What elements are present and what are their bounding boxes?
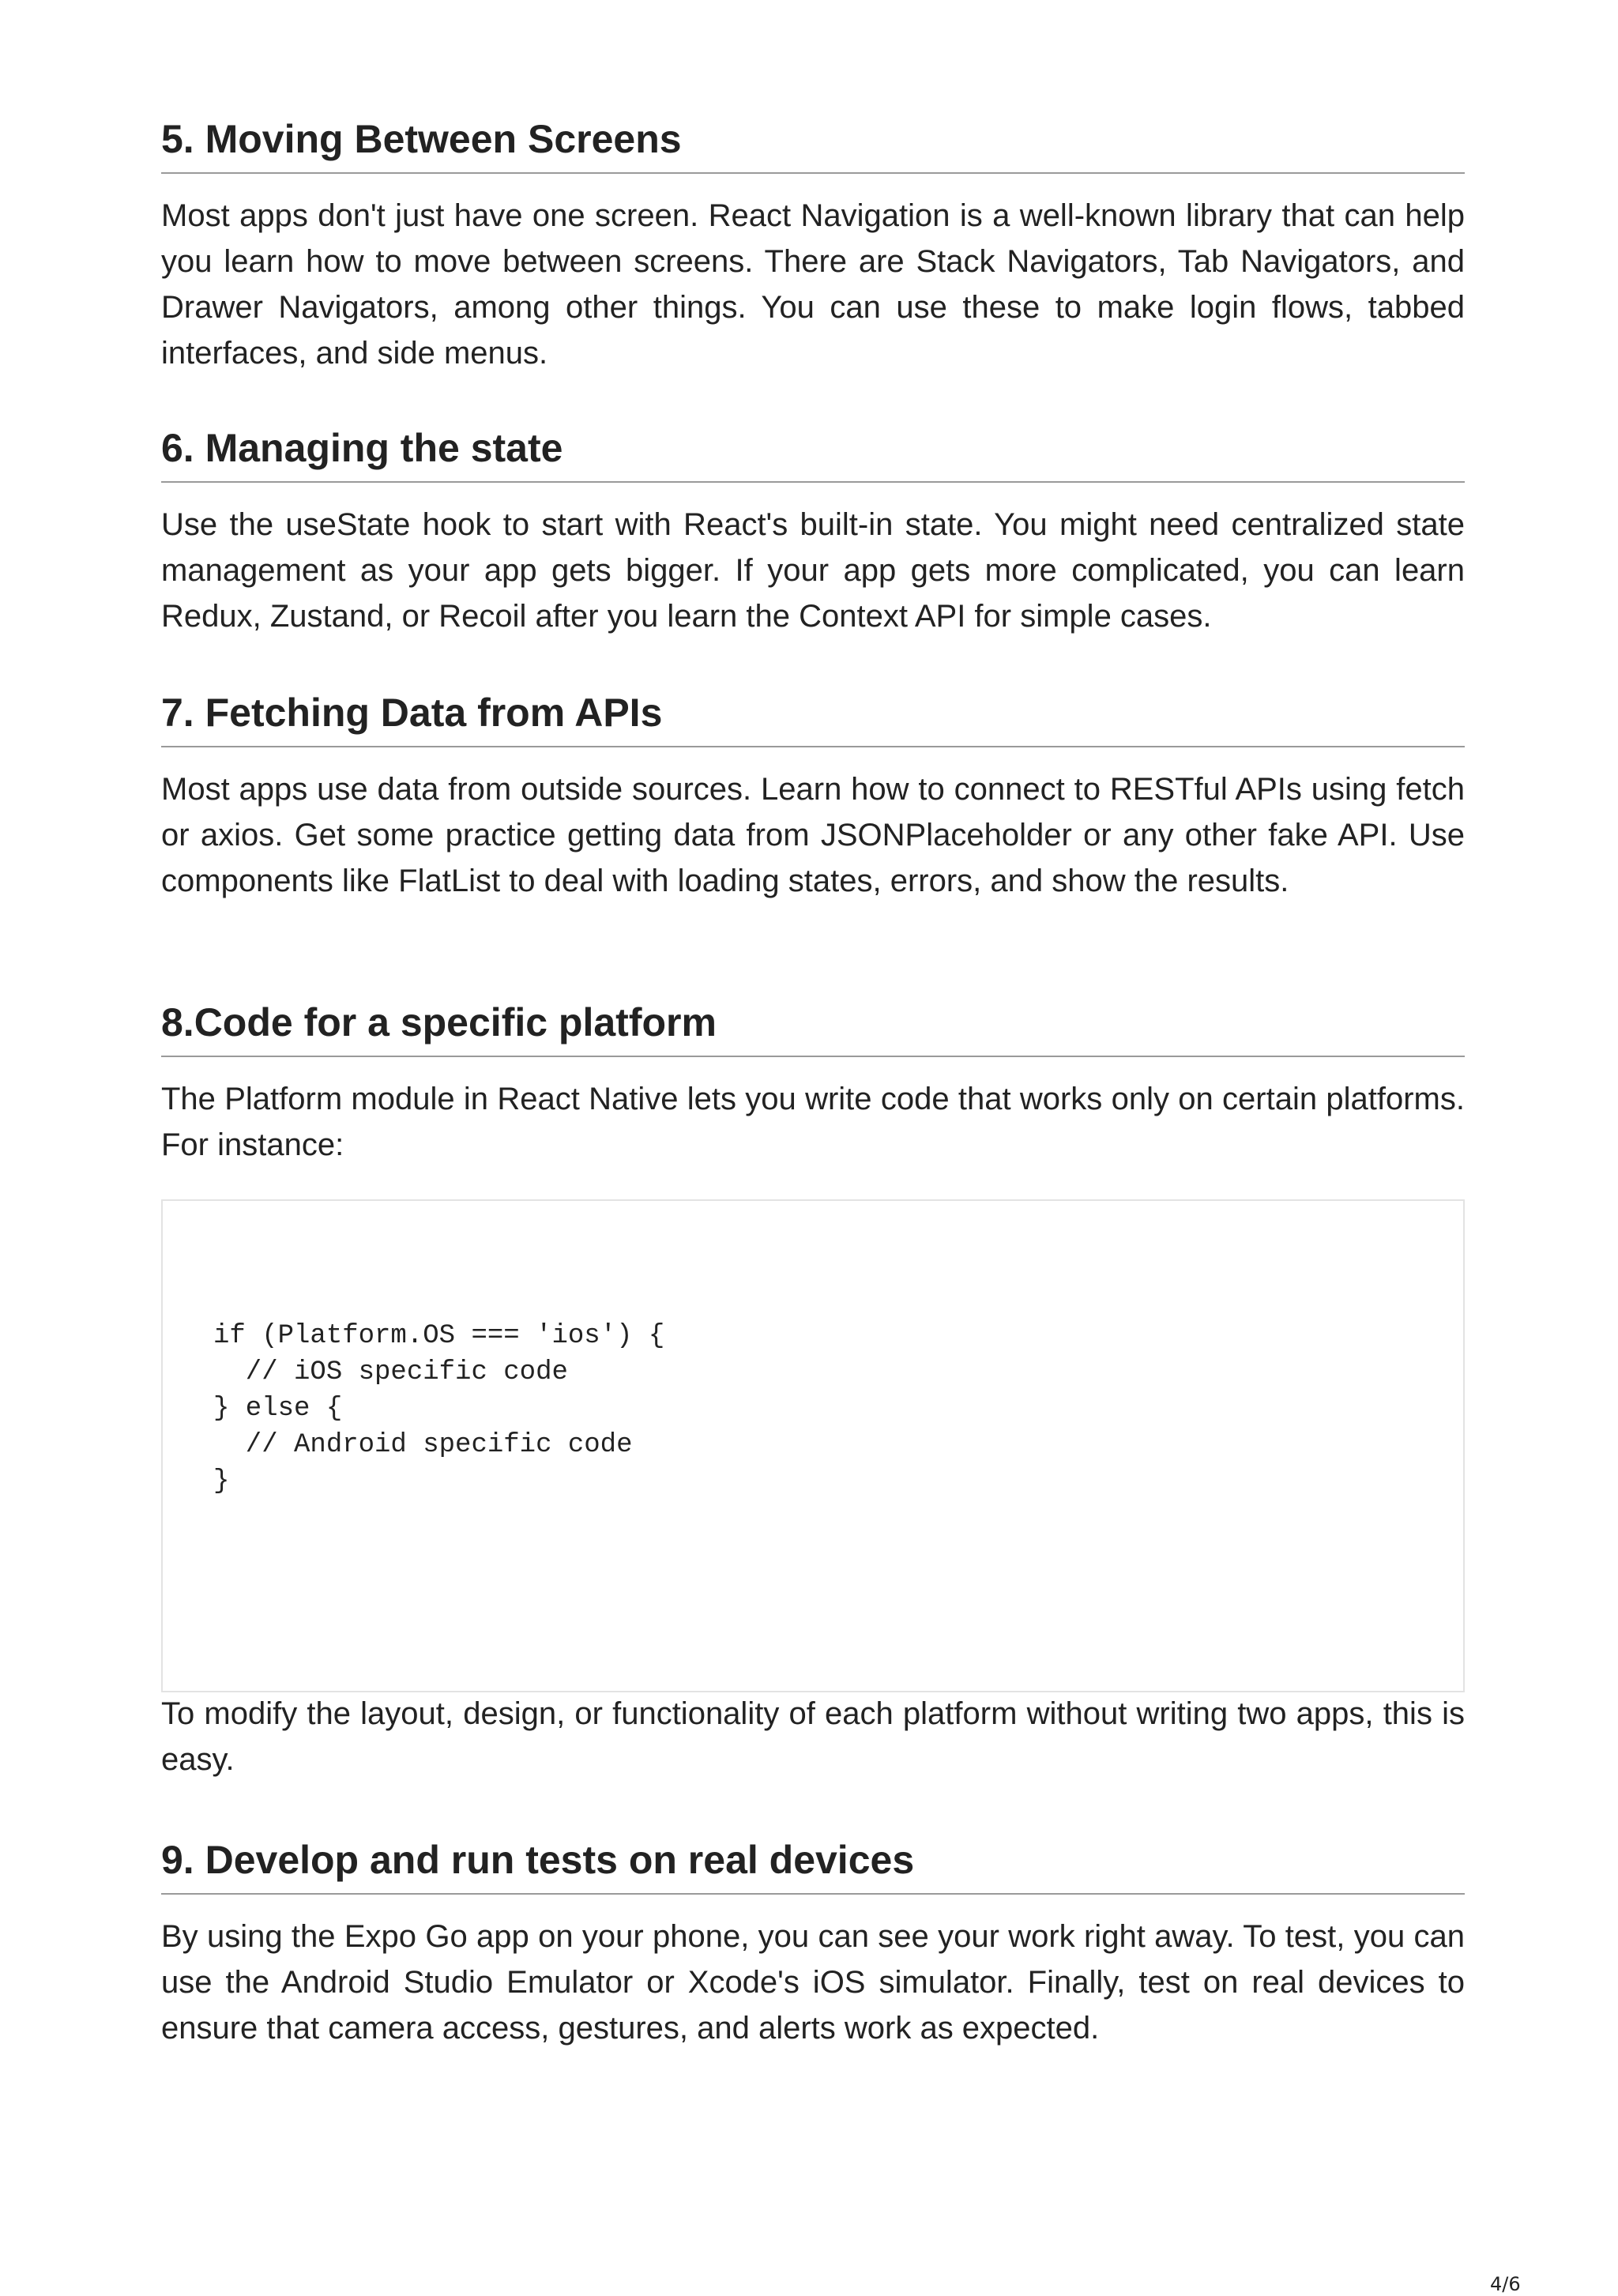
code-snippet: if (Platform.OS === 'ios') { // iOS specific code } else { // Android specific code } <box>213 1321 665 1496</box>
section-moving-between-screens <box>161 115 1465 376</box>
section-paragraph: Use the useState hook to start with React's built-in state. You might need centralized state management as your app gets bigger. If your app gets more complicated, you can learn Redux, Zustand, or Recoil after you learn the Context API for simple cases. <box>161 507 1465 634</box>
section-real-device-tests <box>161 1836 1465 2051</box>
section-platform-code <box>161 999 1465 1782</box>
section-managing-state <box>161 424 1465 639</box>
section-paragraph: The Platform module in React Native lets you write code that works only on certain platforms. For instance: <box>161 1082 1465 1162</box>
section-heading: 7. Fetching Data from APIs <box>161 689 1465 747</box>
section-fetching-data <box>161 689 1465 904</box>
section-paragraph-after-code: To modify the layout, design, or functionality of each platform without writing two apps, this is easy. <box>161 1696 1465 1777</box>
section-heading: 6. Managing the state <box>161 424 1465 483</box>
page-number: 4/6 <box>1490 2273 1521 2295</box>
section-heading: 5. Moving Between Screens <box>161 115 1465 174</box>
section-heading: 8.Code for a specific platform <box>161 999 1465 1057</box>
section-paragraph: Most apps use data from outside sources. Learn how to connect to RESTful APIs using fetch or axios. Get some practice getting data from JSONPlaceholder or any other fake API. Use components like FlatList to deal with loading states, errors, and show the results. <box>161 772 1465 898</box>
section-paragraph: Most apps don't just have one screen. React Navigation is a well-known library that can help you learn how to move between screens. There are Stack Navigators, Tab Navigators, and Drawer Navigators, among other things. You can use these to make login flows, tabbed interfaces, and side menus. <box>161 198 1465 371</box>
code-block <box>161 1199 1465 1692</box>
section-heading: 9. Develop and run tests on real devices <box>161 1836 1465 1895</box>
section-paragraph: By using the Expo Go app on your phone, you can see your work right away. To test, you can use the Android Studio Emulator or Xcode's iOS simulator. Finally, test on real devices to ensure that camera access, gestures, and alerts work as expected. <box>161 1919 1465 2046</box>
